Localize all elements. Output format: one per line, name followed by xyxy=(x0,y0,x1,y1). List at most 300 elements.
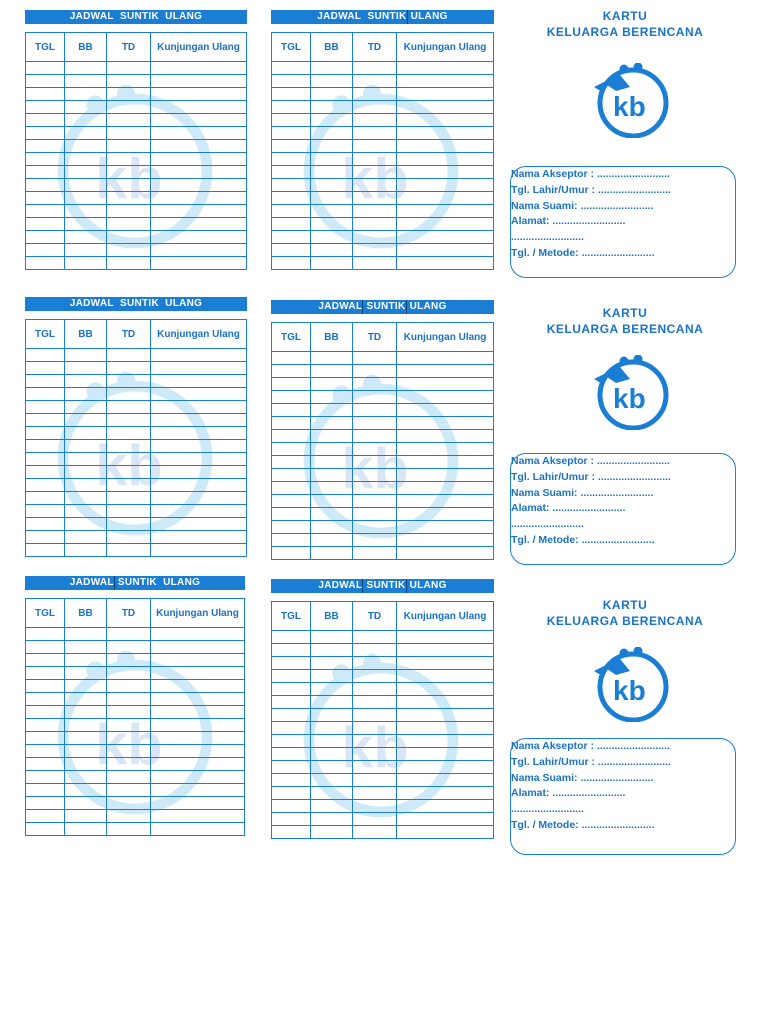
table-cell[interactable] xyxy=(353,534,397,547)
table-row[interactable] xyxy=(26,257,247,270)
table-cell[interactable] xyxy=(107,440,151,453)
table-cell[interactable] xyxy=(107,693,151,706)
table-cell[interactable] xyxy=(107,88,151,101)
table-cell[interactable] xyxy=(311,469,353,482)
table-cell[interactable] xyxy=(272,761,311,774)
field-nama-akseptor[interactable]: Nama Akseptor : ......................... xyxy=(511,168,670,180)
table-cell[interactable] xyxy=(272,631,311,644)
table-cell[interactable] xyxy=(65,628,107,641)
table-cell[interactable] xyxy=(311,761,353,774)
table-row[interactable] xyxy=(26,719,245,732)
table-row[interactable] xyxy=(272,657,494,670)
table-cell[interactable] xyxy=(272,469,311,482)
table-cell[interactable] xyxy=(65,505,107,518)
table-row[interactable] xyxy=(272,417,494,430)
table-row[interactable] xyxy=(26,375,247,388)
table-cell[interactable] xyxy=(65,492,107,505)
table-cell[interactable] xyxy=(353,670,397,683)
table-cell[interactable] xyxy=(311,774,353,787)
table-cell[interactable] xyxy=(353,709,397,722)
table-cell[interactable] xyxy=(311,352,353,365)
table-cell[interactable] xyxy=(65,114,107,127)
table-cell[interactable] xyxy=(26,127,65,140)
table-cell[interactable] xyxy=(107,179,151,192)
table-cell[interactable] xyxy=(151,628,245,641)
table-cell[interactable] xyxy=(311,153,353,166)
table-cell[interactable] xyxy=(65,166,107,179)
table-cell[interactable] xyxy=(26,745,65,758)
table-cell[interactable] xyxy=(272,709,311,722)
table-cell[interactable] xyxy=(65,192,107,205)
table-row[interactable] xyxy=(272,391,494,404)
table-cell[interactable] xyxy=(353,166,397,179)
table-cell[interactable] xyxy=(26,628,65,641)
table-cell[interactable] xyxy=(26,244,65,257)
table-cell[interactable] xyxy=(151,88,247,101)
table-cell[interactable] xyxy=(26,427,65,440)
table-cell[interactable] xyxy=(151,745,245,758)
table-cell[interactable] xyxy=(26,375,65,388)
table-row[interactable] xyxy=(26,544,247,557)
table-row[interactable] xyxy=(26,654,245,667)
table-cell[interactable] xyxy=(311,547,353,560)
table-cell[interactable] xyxy=(311,257,353,270)
table-cell[interactable] xyxy=(353,774,397,787)
table-cell[interactable] xyxy=(397,735,494,748)
table-row[interactable] xyxy=(272,62,494,75)
table-cell[interactable] xyxy=(107,745,151,758)
table-cell[interactable] xyxy=(353,192,397,205)
table-cell[interactable] xyxy=(65,101,107,114)
table-cell[interactable] xyxy=(353,417,397,430)
table-cell[interactable] xyxy=(26,466,65,479)
table-cell[interactable] xyxy=(311,127,353,140)
table-row[interactable] xyxy=(272,127,494,140)
table-cell[interactable] xyxy=(26,140,65,153)
table-cell[interactable] xyxy=(26,518,65,531)
table-cell[interactable] xyxy=(26,667,65,680)
table-cell[interactable] xyxy=(65,641,107,654)
table-cell[interactable] xyxy=(397,443,494,456)
table-cell[interactable] xyxy=(353,257,397,270)
field-alamat[interactable]: Alamat: ......................... xyxy=(511,215,626,228)
table-cell[interactable] xyxy=(65,823,107,836)
table-cell[interactable] xyxy=(151,62,247,75)
table-cell[interactable] xyxy=(397,508,494,521)
table-cell[interactable] xyxy=(272,140,311,153)
table-cell[interactable] xyxy=(151,244,247,257)
table-row[interactable] xyxy=(272,218,494,231)
table-cell[interactable] xyxy=(311,179,353,192)
table-cell[interactable] xyxy=(151,531,247,544)
table-cell[interactable] xyxy=(353,826,397,839)
table-cell[interactable] xyxy=(65,127,107,140)
table-cell[interactable] xyxy=(151,641,245,654)
table-cell[interactable] xyxy=(65,205,107,218)
table-cell[interactable] xyxy=(397,101,494,114)
table-cell[interactable] xyxy=(26,414,65,427)
table-cell[interactable] xyxy=(353,495,397,508)
table-cell[interactable] xyxy=(272,257,311,270)
table-cell[interactable] xyxy=(353,391,397,404)
table-row[interactable] xyxy=(26,771,245,784)
table-cell[interactable] xyxy=(65,453,107,466)
table-row[interactable] xyxy=(26,466,247,479)
table-row[interactable] xyxy=(26,101,247,114)
table-cell[interactable] xyxy=(272,735,311,748)
table-cell[interactable] xyxy=(151,784,245,797)
table-cell[interactable] xyxy=(353,696,397,709)
table-cell[interactable] xyxy=(311,244,353,257)
table-cell[interactable] xyxy=(272,166,311,179)
table-cell[interactable] xyxy=(272,683,311,696)
table-cell[interactable] xyxy=(353,127,397,140)
table-cell[interactable] xyxy=(65,349,107,362)
table-cell[interactable] xyxy=(151,218,247,231)
table-cell[interactable] xyxy=(107,205,151,218)
table-cell[interactable] xyxy=(353,430,397,443)
table-cell[interactable] xyxy=(26,401,65,414)
table-row[interactable] xyxy=(272,826,494,839)
table-cell[interactable] xyxy=(311,101,353,114)
table-row[interactable] xyxy=(272,244,494,257)
table-cell[interactable] xyxy=(272,205,311,218)
table-cell[interactable] xyxy=(151,427,247,440)
table-row[interactable] xyxy=(272,443,494,456)
table-row[interactable] xyxy=(26,88,247,101)
table-cell[interactable] xyxy=(26,706,65,719)
table-cell[interactable] xyxy=(26,531,65,544)
table-cell[interactable] xyxy=(107,140,151,153)
table-row[interactable] xyxy=(272,748,494,761)
table-row[interactable] xyxy=(26,797,245,810)
table-cell[interactable] xyxy=(65,531,107,544)
table-cell[interactable] xyxy=(107,784,151,797)
table-cell[interactable] xyxy=(151,797,245,810)
table-cell[interactable] xyxy=(353,644,397,657)
table-cell[interactable] xyxy=(353,218,397,231)
table-cell[interactable] xyxy=(353,456,397,469)
table-cell[interactable] xyxy=(26,680,65,693)
table-cell[interactable] xyxy=(272,826,311,839)
table-cell[interactable] xyxy=(397,657,494,670)
table-cell[interactable] xyxy=(151,667,245,680)
table-cell[interactable] xyxy=(311,722,353,735)
table-cell[interactable] xyxy=(65,667,107,680)
table-cell[interactable] xyxy=(311,430,353,443)
table-cell[interactable] xyxy=(272,365,311,378)
table-cell[interactable] xyxy=(311,482,353,495)
table-cell[interactable] xyxy=(107,518,151,531)
table-cell[interactable] xyxy=(107,667,151,680)
table-row[interactable] xyxy=(26,732,245,745)
table-cell[interactable] xyxy=(311,404,353,417)
table-row[interactable] xyxy=(272,365,494,378)
table-cell[interactable] xyxy=(107,466,151,479)
table-row[interactable] xyxy=(272,153,494,166)
table-cell[interactable] xyxy=(311,631,353,644)
table-row[interactable] xyxy=(272,257,494,270)
table-row[interactable] xyxy=(26,758,245,771)
table-cell[interactable] xyxy=(26,440,65,453)
field-nama-akseptor[interactable]: Nama Akseptor : ......................... xyxy=(511,455,670,467)
table-cell[interactable] xyxy=(65,401,107,414)
field-alamat[interactable]: Alamat: ......................... xyxy=(511,787,626,800)
table-cell[interactable] xyxy=(311,644,353,657)
table-cell[interactable] xyxy=(397,748,494,761)
table-cell[interactable] xyxy=(272,670,311,683)
table-cell[interactable] xyxy=(311,495,353,508)
table-cell[interactable] xyxy=(65,544,107,557)
table-cell[interactable] xyxy=(26,693,65,706)
table-cell[interactable] xyxy=(151,693,245,706)
table-row[interactable] xyxy=(272,547,494,560)
table-row[interactable] xyxy=(272,521,494,534)
table-cell[interactable] xyxy=(26,257,65,270)
table-cell[interactable] xyxy=(397,391,494,404)
table-row[interactable] xyxy=(272,469,494,482)
table-cell[interactable] xyxy=(151,388,247,401)
table-cell[interactable] xyxy=(272,722,311,735)
table-row[interactable] xyxy=(272,231,494,244)
table-cell[interactable] xyxy=(26,388,65,401)
table-cell[interactable] xyxy=(26,492,65,505)
table-row[interactable] xyxy=(272,534,494,547)
table-cell[interactable] xyxy=(397,696,494,709)
table-cell[interactable] xyxy=(151,810,245,823)
table-cell[interactable] xyxy=(353,62,397,75)
table-cell[interactable] xyxy=(353,683,397,696)
table-cell[interactable] xyxy=(65,680,107,693)
table-cell[interactable] xyxy=(311,826,353,839)
table-cell[interactable] xyxy=(272,456,311,469)
table-cell[interactable] xyxy=(397,761,494,774)
table-cell[interactable] xyxy=(151,544,247,557)
table-row[interactable] xyxy=(26,531,247,544)
field-nama-suami[interactable]: Nama Suami: ......................... xyxy=(511,199,654,212)
table-cell[interactable] xyxy=(311,787,353,800)
table-row[interactable] xyxy=(26,518,247,531)
table-cell[interactable] xyxy=(397,140,494,153)
table-cell[interactable] xyxy=(65,479,107,492)
table-row[interactable] xyxy=(26,505,247,518)
table-cell[interactable] xyxy=(26,758,65,771)
table-cell[interactable] xyxy=(107,758,151,771)
table-cell[interactable] xyxy=(397,218,494,231)
table-cell[interactable] xyxy=(26,719,65,732)
table-cell[interactable] xyxy=(272,417,311,430)
table-cell[interactable] xyxy=(26,654,65,667)
table-cell[interactable] xyxy=(311,521,353,534)
table-cell[interactable] xyxy=(397,495,494,508)
table-cell[interactable] xyxy=(353,153,397,166)
table-cell[interactable] xyxy=(107,388,151,401)
table-cell[interactable] xyxy=(65,388,107,401)
table-row[interactable] xyxy=(26,218,247,231)
table-cell[interactable] xyxy=(397,192,494,205)
table-cell[interactable] xyxy=(272,813,311,826)
table-cell[interactable] xyxy=(353,378,397,391)
table-cell[interactable] xyxy=(272,644,311,657)
table-cell[interactable] xyxy=(107,244,151,257)
table-row[interactable] xyxy=(26,192,247,205)
table-cell[interactable] xyxy=(397,787,494,800)
table-cell[interactable] xyxy=(107,810,151,823)
table-cell[interactable] xyxy=(397,378,494,391)
table-cell[interactable] xyxy=(397,153,494,166)
table-cell[interactable] xyxy=(65,231,107,244)
table-cell[interactable] xyxy=(272,696,311,709)
table-cell[interactable] xyxy=(311,683,353,696)
table-cell[interactable] xyxy=(311,748,353,761)
table-cell[interactable] xyxy=(151,153,247,166)
table-cell[interactable] xyxy=(151,257,247,270)
table-cell[interactable] xyxy=(397,205,494,218)
table-cell[interactable] xyxy=(151,401,247,414)
table-cell[interactable] xyxy=(26,349,65,362)
table-cell[interactable] xyxy=(151,758,245,771)
table-cell[interactable] xyxy=(107,414,151,427)
table-row[interactable] xyxy=(272,456,494,469)
table-cell[interactable] xyxy=(353,469,397,482)
table-cell[interactable] xyxy=(272,179,311,192)
table-cell[interactable] xyxy=(151,823,245,836)
table-cell[interactable] xyxy=(397,826,494,839)
table-cell[interactable] xyxy=(151,453,247,466)
table-cell[interactable] xyxy=(151,127,247,140)
field-tgl-metode[interactable]: Tgl. / Metode: ......................... xyxy=(511,533,655,546)
table-row[interactable] xyxy=(26,823,245,836)
table-cell[interactable] xyxy=(397,709,494,722)
table-cell[interactable] xyxy=(272,787,311,800)
table-cell[interactable] xyxy=(311,166,353,179)
table-row[interactable] xyxy=(26,205,247,218)
table-cell[interactable] xyxy=(65,375,107,388)
table-cell[interactable] xyxy=(151,719,245,732)
table-cell[interactable] xyxy=(353,404,397,417)
table-row[interactable] xyxy=(26,641,245,654)
table-cell[interactable] xyxy=(65,693,107,706)
table-cell[interactable] xyxy=(65,706,107,719)
table-cell[interactable] xyxy=(65,440,107,453)
table-cell[interactable] xyxy=(151,654,245,667)
table-cell[interactable] xyxy=(26,192,65,205)
table-cell[interactable] xyxy=(26,153,65,166)
table-cell[interactable] xyxy=(65,179,107,192)
table-cell[interactable] xyxy=(397,469,494,482)
table-cell[interactable] xyxy=(107,706,151,719)
table-row[interactable] xyxy=(272,696,494,709)
table-cell[interactable] xyxy=(26,479,65,492)
table-row[interactable] xyxy=(26,453,247,466)
table-cell[interactable] xyxy=(311,75,353,88)
table-cell[interactable] xyxy=(353,88,397,101)
table-row[interactable] xyxy=(272,404,494,417)
table-cell[interactable] xyxy=(272,443,311,456)
table-cell[interactable] xyxy=(107,492,151,505)
table-cell[interactable] xyxy=(272,218,311,231)
table-cell[interactable] xyxy=(272,101,311,114)
table-row[interactable] xyxy=(272,205,494,218)
field-tgl-metode[interactable]: Tgl. / Metode: ......................... xyxy=(511,246,655,259)
table-cell[interactable] xyxy=(353,508,397,521)
table-cell[interactable] xyxy=(272,521,311,534)
table-cell[interactable] xyxy=(65,797,107,810)
table-cell[interactable] xyxy=(353,735,397,748)
table-cell[interactable] xyxy=(65,88,107,101)
table-cell[interactable] xyxy=(65,732,107,745)
table-cell[interactable] xyxy=(151,75,247,88)
table-row[interactable] xyxy=(272,166,494,179)
table-cell[interactable] xyxy=(353,547,397,560)
table-row[interactable] xyxy=(272,787,494,800)
field-alamat-cont[interactable]: ......................... xyxy=(511,518,584,531)
table-cell[interactable] xyxy=(65,758,107,771)
table-row[interactable] xyxy=(272,140,494,153)
table-cell[interactable] xyxy=(397,257,494,270)
table-row[interactable] xyxy=(26,388,247,401)
table-cell[interactable] xyxy=(151,466,247,479)
table-cell[interactable] xyxy=(107,628,151,641)
table-cell[interactable] xyxy=(107,257,151,270)
table-cell[interactable] xyxy=(107,231,151,244)
table-cell[interactable] xyxy=(65,784,107,797)
table-row[interactable] xyxy=(26,114,247,127)
field-alamat[interactable]: Alamat: ......................... xyxy=(511,502,626,515)
table-cell[interactable] xyxy=(353,114,397,127)
table-cell[interactable] xyxy=(107,375,151,388)
table-cell[interactable] xyxy=(353,75,397,88)
table-cell[interactable] xyxy=(353,140,397,153)
table-cell[interactable] xyxy=(26,771,65,784)
table-cell[interactable] xyxy=(65,466,107,479)
table-cell[interactable] xyxy=(353,722,397,735)
table-cell[interactable] xyxy=(397,365,494,378)
table-row[interactable] xyxy=(272,644,494,657)
table-cell[interactable] xyxy=(26,784,65,797)
table-cell[interactable] xyxy=(65,745,107,758)
table-cell[interactable] xyxy=(397,62,494,75)
table-cell[interactable] xyxy=(311,378,353,391)
table-row[interactable] xyxy=(26,166,247,179)
table-cell[interactable] xyxy=(65,719,107,732)
table-cell[interactable] xyxy=(151,732,245,745)
table-row[interactable] xyxy=(26,179,247,192)
table-row[interactable] xyxy=(26,244,247,257)
table-cell[interactable] xyxy=(311,391,353,404)
table-cell[interactable] xyxy=(26,453,65,466)
table-cell[interactable] xyxy=(65,771,107,784)
table-row[interactable] xyxy=(272,101,494,114)
table-cell[interactable] xyxy=(151,505,247,518)
table-row[interactable] xyxy=(272,352,494,365)
table-cell[interactable] xyxy=(151,114,247,127)
table-cell[interactable] xyxy=(107,544,151,557)
table-cell[interactable] xyxy=(397,456,494,469)
table-cell[interactable] xyxy=(272,88,311,101)
table-cell[interactable] xyxy=(107,453,151,466)
table-cell[interactable] xyxy=(107,732,151,745)
table-cell[interactable] xyxy=(151,166,247,179)
table-cell[interactable] xyxy=(107,114,151,127)
table-cell[interactable] xyxy=(107,427,151,440)
table-cell[interactable] xyxy=(65,140,107,153)
table-cell[interactable] xyxy=(26,75,65,88)
field-alamat-cont[interactable]: ......................... xyxy=(511,231,584,244)
table-cell[interactable] xyxy=(26,101,65,114)
table-cell[interactable] xyxy=(397,683,494,696)
table-cell[interactable] xyxy=(397,774,494,787)
